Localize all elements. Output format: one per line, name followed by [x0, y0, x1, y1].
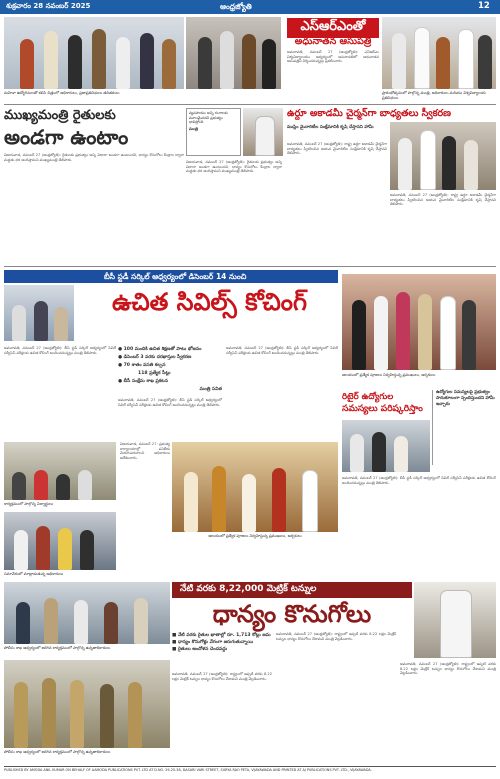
grain-kicker [172, 582, 412, 598]
civils-kicker-text: బీసీ స్టడీ సర్కిల్ ఆధ్వర్యంలో డిసెంబర్ 14 నుంచి [104, 272, 247, 281]
civils-bullet-3: ● 70 శాతం వసతి కల్పన [118, 363, 166, 368]
civils-bullet-4: ● బీసీ సంక్షేమ శాఖ ప్రకటన [118, 379, 168, 384]
left-photo-1 [4, 442, 116, 500]
sr-body: అమరావతి, నవంబర్ 27 (ఆంధ్రజ్యోతి): ఎస్ఆర్ఎం విశ్వవిద్యాలయం ఆధ్వర్యంలో అమరావతిలో అధునాతన ఆసుపత్రిని నిర్మించనున్నట్లు ప్రకటించారు. [287, 50, 379, 64]
farmers-headline-2: అండగా ఉంటాం [4, 125, 129, 149]
sr-headline-1: ఎస్ఆర్ఎంతో [287, 18, 379, 38]
top-left-photo [4, 17, 184, 89]
retired-headline-1: రిటైర్ ఉద్యోగుల [342, 392, 394, 402]
right-event-photo [342, 274, 496, 370]
retired-headline-2: సమస్యలు పరిష్కరిస్తాం [342, 404, 423, 414]
temple-caption: ఆలయంలో ప్రత్యేక పూజలు నిర్వహిస్తున్న ప్రముఖులు, అర్చకులు [208, 533, 302, 538]
page-number: 12 [478, 1, 490, 11]
left-caption-2: సమావేశంలో మాట్లాడుతున్న అధికారులు [4, 571, 64, 576]
grain-bullet-3: ■ రైతులు ఆందోళన చెందవద్దు [172, 647, 228, 652]
quote-text: వ్యవసాయం అన్ని రంగాలకు మూలమైనదని ప్రభుత్వం భావిస్తోంది [189, 111, 228, 125]
left-photo-3 [4, 582, 170, 644]
left-body: విజయవాడ, నవంబర్ 27: ప్రభుత్వ కార్యాలయాల్లో పనితీరు మెరుగుపరచాలని అధికారులు ఆదేశించారు. [120, 442, 170, 460]
farmers-headline-1: ముఖ్యమంత్రి రైతులకు [4, 108, 116, 123]
civils-minister: మంత్రి సవిత [199, 387, 222, 392]
footer-imprint: PUBLISHED BY AMODA ANIL KUMAR ON BEHALF OF AAMODA PUBLICATIONS PVT. LTD AT D.NO. 29-25-38, DASARI VARI STREET, SURYA RAO PETA, VIJAYAWADA AND PRINTED AT AJ PUBLICATIONS PVT. LTD., VIJAYAWADA. [4, 768, 372, 772]
police-caption: పోలీసు శాఖ ఆధ్వర్యంలో జరిగిన కార్యక్రమంలో పాల్గొన్న ఉన్నతాధికారులు [4, 749, 111, 754]
civils-bullets [118, 346, 222, 393]
page-header [0, 0, 500, 14]
urdu-body: అమరావతి, నవంబర్ 27 (ఆంధ్రజ్యోతి): రాష్ట్ర ఉర్దూ అకాడమీ చైర్మన్‌గా బాధ్యతలు స్వీకరించిన ఆయన మైనారిటీల సంక్షేమానికి కృషి చేస్తానని తెలిపారు. [287, 142, 387, 156]
civils-bullet-2: ● డిసెంబర్ 3 వరకు దరఖాస్తుల స్వీకరణ [118, 355, 192, 360]
grain-bullet-2: ■ ధాన్యం కొనుగోళ్లు వేగంగా జరుగుతున్నాయి [172, 640, 254, 645]
farmers-quote-box [186, 108, 241, 156]
right-event-caption: ఆలయంలో ప్రత్యేక పూజలు నిర్వహిస్తున్న ప్రముఖులు, అర్చకులు [342, 372, 436, 377]
sr-photo [382, 17, 496, 89]
farmers-body: విజయవాడ, నవంబర్ 27 (ఆంధ్రజ్యోతి): రైతులకు ప్రభుత్వం అన్ని విధాలా అండగా ఉంటుందని, ధాన్యం కొనుగోలు కేంద్రాల ద్వారా మద్దతు ధర అందిస్తామని ముఖ్యమంత్రి తెలిపారు. [4, 153, 184, 162]
grain-headline: ధాన్యం కొనుగోలు [212, 600, 372, 628]
urdu-subhead: ముస్లిం మైనారిటీల సంక్షేమానికి కృషి చేస్తానని హామీ [287, 125, 374, 130]
grain-portrait [414, 582, 496, 658]
civils-kicker [4, 270, 338, 283]
civils-body: అమరావతి, నవంబర్ 27 (ఆంధ్రజ్యోతి): బీసీ స్టడీ సర్కిల్ ఆధ్వర్యంలో సివిల్ సర్వీసెస్ పరీక్షలకు ఉచిత కోచింగ్ అందించనున్నట్లు మంత్రి తెలిపారు. [4, 346, 116, 355]
grain-kicker-text: నేటి వరకు 8,22,000 మెట్రిక్ టన్నుల [180, 584, 317, 594]
civils-body-2: అమరావతి, నవంబర్ 27 (ఆంధ్రజ్యోతి): బీసీ స్టడీ సర్కిల్ ఆధ్వర్యంలో సివిల్ సర్వీసెస్ పరీక్షలకు ఉచిత కోచింగ్ అందించనున్నట్లు మంత్రి తెలిపారు. [118, 398, 222, 407]
farmers-portrait [243, 108, 283, 156]
left-photo-2 [4, 512, 116, 570]
retired-side-box [432, 390, 496, 465]
retired-photo [342, 420, 430, 472]
top-left-caption: మహిళా ఉద్యోగినులతో కలిసి చిత్రంలో అధికారులు, ప్రజాప్రతినిధులు తదితరులు [4, 90, 120, 95]
farmers-body-2: విజయవాడ, నవంబర్ 27 (ఆంధ్రజ్యోతి): రైతులకు ప్రభుత్వం అన్ని విధాలా అండగా ఉంటుందని, ధాన్యం కొనుగోలు కేంద్రాల ద్వారా మద్దతు ధర అందిస్తామని ముఖ్యమంత్రి తెలిపారు. [186, 160, 282, 174]
civils-photo [4, 285, 74, 341]
left-caption-1: కార్యక్రమంలో పాల్గొన్న విద్యార్థులు [4, 501, 54, 506]
retired-side-text: ఉద్యోగుల సమస్యలపై ప్రభుత్వం సానుకూలంగా స్పందిస్తుందని హామీ ఇచ్చారు [436, 390, 495, 407]
issue-date: శుక్రవారం 28 నవంబర్ 2025 [6, 2, 91, 10]
sr-headline-2: అధునాతన ఆసుపత్రి [294, 36, 372, 47]
civils-body-3: అమరావతి, నవంబర్ 27 (ఆంధ్రజ్యోతి): బీసీ స్టడీ సర్కిల్ ఆధ్వర్యంలో సివిల్ సర్వీసెస్ పరీక్షలకు ఉచిత కోచింగ్ అందించనున్నట్లు మంత్రి తెలిపారు. [226, 346, 338, 355]
grain-body: అమరావతి, నవంబర్ 27 (ఆంధ్రజ్యోతి): రాష్ట్రంలో ఇప్పటి వరకు 8.22 లక్షల మెట్రిక్ టన్నుల ధాన్యం కొనుగోలు చేశామని మంత్రి వెల్లడించారు. [172, 672, 272, 681]
civils-bullet-sub: 118 ప్రత్యేక సీట్లు [138, 371, 171, 376]
grain-body-3: అమరావతి, నవంబర్ 27 (ఆంధ్రజ్యోతి): రాష్ట్రంలో ఇప్పటి వరకు 8.22 లక్షల మెట్రిక్ టన్నుల ధాన్యం కొనుగోలు చేశామని మంత్రి వెల్లడించారు. [400, 662, 496, 676]
sr-caption: ప్రారంభోత్సవంలో పాల్గొన్న మంత్రి, అధికారులు మరియు విశ్వవిద్యాలయ ప్రతినిధులు [382, 90, 486, 100]
retired-body: అమరావతి, నవంబర్ 27 (ఆంధ్రజ్యోతి): బీసీ స్టడీ సర్కిల్ ఆధ్వర్యంలో సివిల్ సర్వీసెస్ పరీక్షలకు ఉచిత కోచింగ్ అందించనున్నట్లు మంత్రి తెలిపారు. [342, 476, 496, 485]
temple-photo [172, 442, 338, 532]
urdu-photo [390, 122, 496, 190]
masthead: ఆంధ్రజ్యోతి [220, 2, 252, 11]
left-caption-3: పోలీసు శాఖ ఆధ్వర్యంలో జరిగిన కార్యక్రమంలో పాల్గొన్న ఉన్నతాధికారులు [4, 645, 111, 650]
urdu-headline: ఉర్దూ అకాడమీ చైర్మన్‌గా బాధ్యతలు స్వీకరణ [287, 108, 452, 119]
civils-bullet-1: ● 100 మందికి ఉచిత శిక్షణతో పాటు భోజనం [118, 347, 202, 352]
top-mid-photo [186, 17, 281, 89]
grain-bullet-1: ■ నేటి వరకు రైతుల ఖాతాల్లో రూ. 1,713 కోట్లు జమ [172, 633, 271, 638]
grain-bullets [172, 632, 272, 653]
grain-body-2: అమరావతి, నవంబర్ 27 (ఆంధ్రజ్యోతి): రాష్ట్రంలో ఇప్పటి వరకు 8.22 లక్షల మెట్రిక్ టన్నుల ధాన్యం కొనుగోలు చేశామని మంత్రి వెల్లడించారు. [276, 632, 396, 641]
civils-headline: ఉచిత సివిల్స్ కోచింగ్ [112, 288, 307, 316]
police-photo [4, 660, 170, 748]
quote-name: మంత్రి [189, 125, 198, 131]
urdu-body-2: అమరావతి, నవంబర్ 27 (ఆంధ్రజ్యోతి): రాష్ట్ర ఉర్దూ అకాడమీ చైర్మన్‌గా బాధ్యతలు స్వీకరించిన ఆయన మైనారిటీల సంక్షేమానికి కృషి చేస్తానని తెలిపారు. [390, 193, 496, 207]
